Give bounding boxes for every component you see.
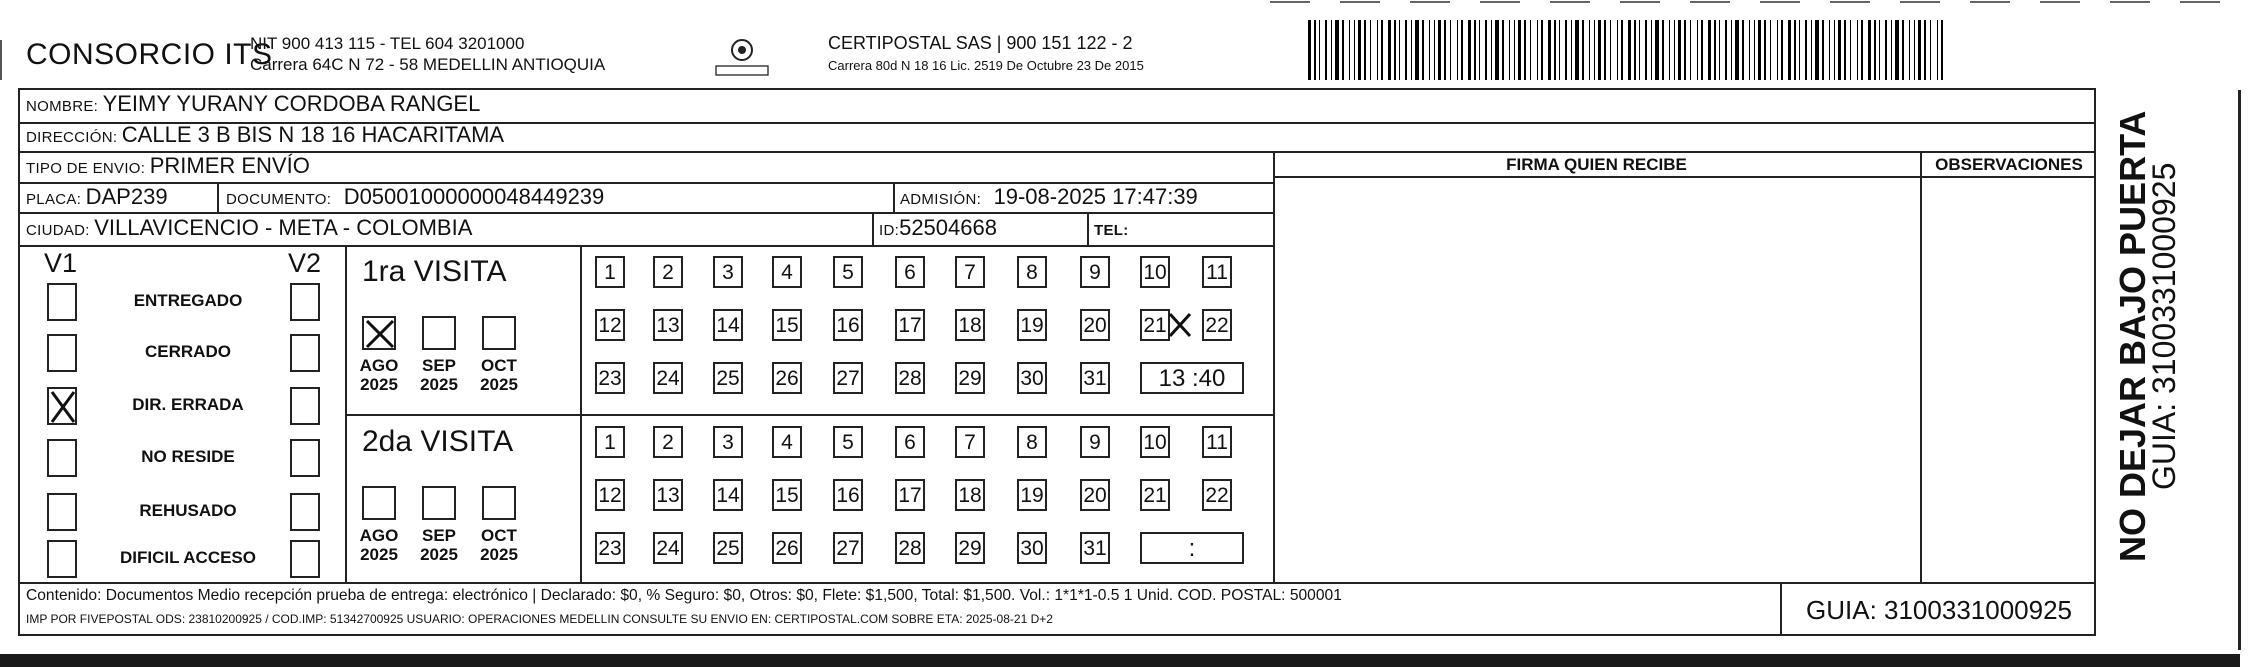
city-field: [26, 215, 472, 241]
day-box-0-22[interactable]: 22: [1202, 309, 1232, 341]
plate-field: [26, 184, 168, 210]
barcode-bar: [1829, 20, 1830, 80]
barcode-bar: [1537, 20, 1538, 80]
plate-label: PLACA:: [26, 191, 82, 208]
name-field: [26, 91, 480, 117]
month-label-0-0: [354, 356, 404, 394]
address-label: DIRECCIÓN:: [26, 129, 118, 146]
x-mark-icon: [49, 389, 77, 425]
month-checkbox-1-1[interactable]: [422, 486, 456, 520]
day-box-1-24[interactable]: 24: [653, 532, 683, 564]
day-box-1-12[interactable]: 12: [595, 479, 625, 511]
status-label-0: ENTREGADO: [133, 291, 243, 310]
day-box-1-5[interactable]: 5: [833, 426, 863, 458]
barcode-bar: [1742, 20, 1744, 80]
city-value: VILLAVICENCIO - META - COLOMBIA: [94, 215, 473, 240]
month-name: AGO: [359, 526, 399, 545]
day-box-1-15[interactable]: 15: [772, 479, 802, 511]
v2-checkbox-0[interactable]: [290, 283, 320, 321]
barcode-bar: [1714, 20, 1716, 80]
certipostal-logo: [712, 34, 772, 86]
day-box-1-17[interactable]: 17: [895, 479, 925, 511]
time-box-0[interactable]: 13 :40: [1140, 362, 1244, 394]
address-value: CALLE 3 B BIS N 18 16 HACARITAMA: [121, 122, 505, 147]
signature-header: FIRMA QUIEN RECIBE: [1506, 155, 1687, 174]
day-box-1-9[interactable]: 9: [1080, 426, 1110, 458]
day-box-0-11[interactable]: 11: [1202, 256, 1232, 288]
day-box-1-23[interactable]: 23: [595, 532, 625, 564]
day-box-0-13[interactable]: 13: [653, 309, 683, 341]
month-label-0-1: [414, 356, 464, 394]
barcode-bar: [1628, 20, 1631, 80]
courier-info: CERTIPOSTAL SAS | 900 151 122 - 2: [828, 33, 1133, 53]
month-name: OCT: [481, 526, 517, 545]
barcode-bar: [1669, 20, 1670, 80]
day-box-0-2[interactable]: 2: [653, 256, 683, 288]
side-warning: NO DEJAR BAJO PUERTA: [2112, 110, 2153, 562]
visit-title-0: 1ra VISITA: [362, 255, 507, 288]
barcode-bar: [1662, 20, 1664, 80]
day-box-0-27[interactable]: 27: [833, 362, 863, 394]
barcode-bar: [1495, 20, 1499, 80]
rule-visits-days: [580, 245, 582, 582]
v1-checkbox-5[interactable]: [47, 540, 77, 578]
footer-print-info: IMP POR FIVEPOSTAL ODS: 23810200925 / COD.IMP: 51342700925 USUARIO: OPERACIONES MEDELLIN CONSULTE SU ENVIO EN: CERTIPOSTAL.COM SOBRE ETA: 2025-08-21 D+2: [26, 612, 1053, 626]
barcode-bar: [1394, 20, 1396, 80]
barcode-bar: [1909, 20, 1910, 80]
barcode-bar: [1491, 20, 1492, 80]
admission-field: [900, 184, 1198, 210]
barcode-bar: [1589, 20, 1590, 80]
company-nit: NIT 900 413 115 - TEL 604 3201000: [250, 34, 525, 53]
admission-label: ADMISIÓN:: [900, 191, 982, 208]
month-year: 2025: [480, 545, 518, 564]
barcode-bar: [1844, 20, 1846, 80]
barcode-bar: [1930, 20, 1931, 80]
day-box-0-23[interactable]: 23: [595, 362, 625, 394]
barcode-bar: [1902, 20, 1904, 80]
v1-header: V1: [44, 248, 78, 278]
id-field: [879, 215, 997, 241]
id-value: 52504668: [899, 215, 997, 240]
barcode-bar: [1610, 20, 1611, 80]
day-box-1-16[interactable]: 16: [833, 479, 863, 511]
barcode-bar: [1634, 20, 1636, 80]
day-box-1-29[interactable]: 29: [955, 532, 985, 564]
barcode-bar: [1874, 20, 1876, 80]
barcode-bar: [1530, 20, 1531, 80]
barcode-bar: [1502, 20, 1504, 80]
document-value: D05001000000048449239: [343, 184, 605, 209]
day-box-0-6[interactable]: 6: [895, 256, 925, 288]
day-box-0-25[interactable]: 25: [713, 362, 743, 394]
v1-checkbox-4[interactable]: [47, 493, 77, 531]
tel-label: TEL:: [1094, 222, 1129, 239]
day-box-0-20[interactable]: 20: [1080, 309, 1110, 341]
v1-checkbox-3[interactable]: [47, 439, 77, 477]
barcode-bar: [1758, 20, 1761, 80]
month-name: SEP: [421, 526, 457, 545]
status-label-4: REHUSADO: [139, 501, 237, 520]
day-box-0-19[interactable]: 19: [1017, 309, 1047, 341]
plate-value: DAP239: [85, 184, 168, 209]
company-name: CONSORCIO ITS: [26, 38, 273, 71]
month-name: AGO: [359, 356, 399, 375]
barcode-bar: [1354, 20, 1355, 80]
month-year: 2025: [420, 545, 458, 564]
barcode-bar: [1325, 20, 1327, 80]
barcode-bar: [1861, 20, 1863, 80]
month-year: 2025: [360, 545, 398, 564]
month-label-1-0: [354, 526, 404, 564]
barcode-bar: [1434, 20, 1435, 80]
barcode-bar: [1754, 20, 1755, 80]
rule-plate-document: [217, 182, 219, 212]
barcode-bar: [1914, 20, 1915, 80]
name-label: NOMBRE:: [26, 98, 99, 115]
barcode-bar: [1411, 20, 1412, 80]
day-box-0-16[interactable]: 16: [833, 309, 863, 341]
barcode-bar: [1364, 20, 1366, 80]
footer-contents: Contenido: Documentos Medio recepción prueba de entrega: electrónico | Declarado: $0, % Seguro: $0, Otros: $0, Flete: $1,500, Total: $1,500. Vol.: 1*1*1-0.5 1 Unid. COD. POSTAL: 500001: [26, 587, 1342, 604]
day-box-0-15[interactable]: 15: [772, 309, 802, 341]
day-box-0-29[interactable]: 29: [955, 362, 985, 394]
barcode-bar: [1319, 20, 1320, 80]
day-box-1-27[interactable]: 27: [833, 532, 863, 564]
month-checkbox-0-1[interactable]: [422, 316, 456, 350]
barcode-bar: [1868, 20, 1871, 80]
barcode-bar: [1388, 20, 1391, 80]
barcode-bar: [1639, 20, 1640, 80]
observations-header: OBSERVACIONES: [1935, 155, 2083, 174]
barcode-bar: [1781, 20, 1783, 80]
barcode-bar: [1708, 20, 1711, 80]
barcode-bar: [1719, 20, 1720, 80]
barcode-bar: [1731, 20, 1732, 80]
v2-checkbox-3[interactable]: [290, 439, 320, 477]
month-year: 2025: [420, 375, 458, 394]
page-edge-mark: [0, 40, 2, 80]
day-box-1-21[interactable]: 21: [1140, 479, 1170, 511]
rule-status-visits: [345, 245, 347, 582]
v2-checkbox-5[interactable]: [290, 540, 320, 578]
barcode-bar: [1777, 20, 1778, 80]
day-box-1-13[interactable]: 13: [653, 479, 683, 511]
barcode-bar: [1381, 20, 1383, 80]
visit-title-1: 2da VISITA: [362, 425, 514, 458]
barcode-bar: [1509, 20, 1510, 80]
barcode-bar: [1565, 20, 1567, 80]
barcode-bar: [1450, 20, 1451, 80]
barcode-bar: [1399, 20, 1400, 80]
barcode-bar: [1918, 20, 1921, 80]
shipment-type-value: PRIMER ENVÍO: [149, 153, 310, 178]
document-label: DOCUMENTO:: [226, 191, 332, 208]
barcode-bar: [1575, 20, 1579, 80]
name-value: YEIMY YURANY CORDOBA RANGEL: [102, 91, 481, 116]
month-year: 2025: [480, 375, 518, 394]
barcode-bar: [1621, 20, 1623, 80]
day-box-0-31[interactable]: 31: [1080, 362, 1110, 394]
rule-document-admission: [893, 182, 895, 212]
day-box-1-25[interactable]: 25: [713, 532, 743, 564]
barcode-bar: [1444, 20, 1446, 80]
barcode-bar: [1377, 20, 1378, 80]
barcode-bar: [1541, 20, 1543, 80]
barcode-bar: [1582, 20, 1584, 80]
address-field: [26, 122, 504, 148]
day-box-1-2[interactable]: 2: [653, 426, 683, 458]
barcode-bar: [1617, 20, 1618, 80]
barcode-bar: [1314, 20, 1316, 80]
signature-area[interactable]: [1276, 178, 1918, 580]
day-box-1-1[interactable]: 1: [595, 426, 625, 458]
month-name: OCT: [481, 356, 517, 375]
barcode-bar: [1335, 20, 1339, 80]
day-box-1-31[interactable]: 31: [1080, 532, 1110, 564]
month-label-0-2: [474, 356, 524, 394]
id-label: ID:: [879, 222, 900, 239]
day-box-1-8[interactable]: 8: [1017, 426, 1047, 458]
barcode-bar: [1788, 20, 1791, 80]
barcode-bar: [1749, 20, 1750, 80]
day-box-0-8[interactable]: 8: [1017, 256, 1047, 288]
month-checkbox-0-0[interactable]: [362, 316, 396, 350]
city-label: CIUDAD:: [26, 222, 90, 239]
barcode-bar: [1891, 20, 1892, 80]
barcode-bar: [1429, 20, 1430, 80]
rule-signature-left: [1273, 151, 1275, 582]
day-box-1-14[interactable]: 14: [713, 479, 743, 511]
month-checkbox-1-2[interactable]: [482, 486, 516, 520]
barcode-bar: [1805, 20, 1807, 80]
document-field: [226, 184, 604, 210]
time-box-1[interactable]: :: [1140, 532, 1244, 564]
admission-value: 19-08-2025 17:47:39: [993, 184, 1198, 209]
barcode-bar: [1799, 20, 1800, 80]
top-dashed-edge: [1270, 0, 2230, 4]
barcode-bar: [1838, 20, 1841, 80]
footer-guide: GUIA: 3100331000925: [1806, 595, 2072, 625]
barcode-bar: [1331, 20, 1332, 80]
barcode-bar: [1571, 20, 1572, 80]
barcode-bar: [1701, 20, 1703, 80]
barcode-bar: [1415, 20, 1419, 80]
rule-plate: [18, 212, 1273, 214]
barcode-bar: [1850, 20, 1851, 80]
day-box-0-4[interactable]: 4: [772, 256, 802, 288]
barcode-bar: [1474, 20, 1476, 80]
day-box-1-28[interactable]: 28: [895, 532, 925, 564]
barcode-bar: [1811, 20, 1812, 80]
barcode-bar: [1554, 20, 1556, 80]
day-box-0-17[interactable]: 17: [895, 309, 925, 341]
status-label-2: DIR. ERRADA: [132, 395, 244, 414]
day-box-0-18[interactable]: 18: [955, 309, 985, 341]
day-box-0-10[interactable]: 10: [1140, 256, 1170, 288]
barcode-bar: [1604, 20, 1606, 80]
barcode-bar: [1815, 20, 1819, 80]
barcode-bar: [1468, 20, 1471, 80]
day-box-1-6[interactable]: 6: [895, 426, 925, 458]
rule-observations-left: [1920, 151, 1922, 582]
day-box-0-28[interactable]: 28: [895, 362, 925, 394]
barcode-bar: [1879, 20, 1880, 80]
barcode-bar: [1308, 20, 1311, 80]
month-checkbox-0-2[interactable]: [482, 316, 516, 350]
courier-license: Carrera 80d N 18 16 Lic. 2519 De Octubre 23 De 2015: [828, 58, 1144, 73]
barcode-bar: [1358, 20, 1361, 80]
barcode-bar: [1735, 20, 1739, 80]
rule-address: [18, 151, 2096, 153]
observations-area[interactable]: [1923, 178, 2094, 580]
barcode-bar: [1438, 20, 1441, 80]
shipment-type-label: TIPO DE ENVIO:: [26, 160, 146, 177]
v1-checkbox-0[interactable]: [47, 283, 77, 321]
shipment-type-field: [26, 153, 310, 179]
barcode-bar: [1594, 20, 1595, 80]
barcode-bar: [1422, 20, 1424, 80]
barcode-bar: [1857, 20, 1858, 80]
barcode-bar: [1370, 20, 1371, 80]
day-box-0-9[interactable]: 9: [1080, 256, 1110, 288]
status-label-1: CERRADO: [145, 342, 231, 361]
barcode-bar: [1485, 20, 1487, 80]
bottom-cut-line: [0, 654, 2240, 667]
barcode-bar: [1524, 20, 1526, 80]
barcode-bar: [1457, 20, 1458, 80]
v2-checkbox-4[interactable]: [290, 493, 320, 531]
barcode-bar: [1405, 20, 1407, 80]
v2-header: V2: [288, 248, 322, 278]
barcode-bar: [1514, 20, 1515, 80]
rule-visit-divider: [345, 414, 1273, 416]
month-label-1-1: [414, 526, 464, 564]
right-cut-line: [2238, 90, 2241, 650]
company-address: Carrera 64C N 72 - 58 MEDELLIN ANTIOQUIA: [250, 55, 606, 74]
day-box-1-20[interactable]: 20: [1080, 479, 1110, 511]
side-guide: GUIA: 3100331000925: [2146, 162, 2182, 490]
barcode-bar: [1674, 20, 1675, 80]
rule-footer: [18, 582, 2096, 584]
day-box-0-5[interactable]: 5: [833, 256, 863, 288]
barcode-bar: [1690, 20, 1691, 80]
day-box-1-22[interactable]: 22: [1202, 479, 1232, 511]
day-box-1-11[interactable]: 11: [1202, 426, 1232, 458]
month-name: SEP: [421, 356, 457, 375]
barcode-bar: [1924, 20, 1926, 80]
day-box-1-10[interactable]: 10: [1140, 426, 1170, 458]
barcode-bar: [1479, 20, 1480, 80]
v2-checkbox-1[interactable]: [290, 334, 320, 372]
day-box-1-18[interactable]: 18: [955, 479, 985, 511]
barcode-bar: [1684, 20, 1686, 80]
barcode-bar: [1941, 20, 1943, 80]
barcode-bar: [1655, 20, 1659, 80]
day-box-0-3[interactable]: 3: [713, 256, 743, 288]
barcode-bar: [1548, 20, 1551, 80]
month-year: 2025: [360, 375, 398, 394]
barcode-bar: [1834, 20, 1835, 80]
company-contact: [250, 33, 605, 75]
v1-checkbox-2[interactable]: [47, 387, 77, 425]
barcode-bar: [1461, 20, 1463, 80]
barcode-bar: [1645, 20, 1647, 80]
v1-checkbox-1[interactable]: [47, 334, 77, 372]
barcode-bar: [1598, 20, 1601, 80]
barcode-bar: [1651, 20, 1652, 80]
barcode-bar: [1342, 20, 1344, 80]
day-box-0-1[interactable]: 1: [595, 256, 625, 288]
barcode-bar: [1559, 20, 1560, 80]
day-box-1-7[interactable]: 7: [955, 426, 985, 458]
day-box-1-30[interactable]: 30: [1017, 532, 1047, 564]
month-label-1-2: [474, 526, 524, 564]
day-box-1-26[interactable]: 26: [772, 532, 802, 564]
day-box-0-12[interactable]: 12: [595, 309, 625, 341]
month-checkbox-1-0[interactable]: [362, 486, 396, 520]
rule-id-tel: [1087, 212, 1089, 245]
barcode-bar: [1725, 20, 1727, 80]
day-box-0-24[interactable]: 24: [653, 362, 683, 394]
day-box-0-7[interactable]: 7: [955, 256, 985, 288]
barcode: [1308, 20, 1944, 80]
day-box-1-3[interactable]: 3: [713, 426, 743, 458]
day-box-1-4[interactable]: 4: [772, 426, 802, 458]
barcode-bar: [1895, 20, 1899, 80]
day-box-0-14[interactable]: 14: [713, 309, 743, 341]
day-box-0-26[interactable]: 26: [772, 362, 802, 394]
barcode-bar: [1764, 20, 1766, 80]
day-box-1-19[interactable]: 19: [1017, 479, 1047, 511]
barcode-bar: [1518, 20, 1521, 80]
rule-city-id: [872, 212, 874, 245]
certipostal-logo-icon: [712, 34, 772, 86]
x-mark-icon: [364, 318, 396, 350]
barcode-bar: [1885, 20, 1887, 80]
status-label-5: DIFICIL ACCESO: [119, 548, 256, 567]
barcode-bar: [1678, 20, 1681, 80]
barcode-bar: [1937, 20, 1938, 80]
barcode-bar: [1822, 20, 1824, 80]
day-box-0-30[interactable]: 30: [1017, 362, 1047, 394]
rule-city: [18, 245, 1273, 247]
v2-checkbox-2[interactable]: [290, 387, 320, 425]
day-box-0-21[interactable]: 21: [1140, 309, 1170, 341]
barcode-bar: [1349, 20, 1350, 80]
barcode-bar: [1794, 20, 1796, 80]
barcode-bar: [1770, 20, 1771, 80]
tel-field: [1094, 215, 1129, 241]
status-label-3: NO RESIDE: [141, 447, 235, 466]
barcode-bar: [1697, 20, 1698, 80]
